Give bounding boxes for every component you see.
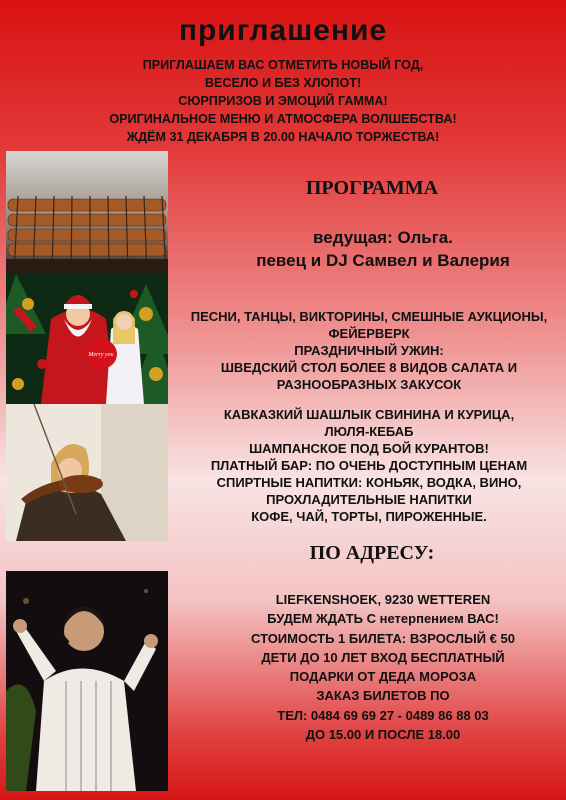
program-block-entertainment xyxy=(172,308,566,393)
address-line: LIEFKENSHOEK, 9230 WETTEREN xyxy=(275,592,491,607)
program-line: ПРОХЛАДИТЕЛЬНЫЕ НАПИТКИ xyxy=(266,492,472,507)
address-line: СТОИМОСТЬ 1 БИЛЕТА: ВЗРОСЛЫЙ € 50 xyxy=(251,630,515,646)
program-line: СПИРТНЫЕ НАПИТКИ: КОНЬЯК, ВОДКА, ВИНО, xyxy=(216,475,522,490)
program-line: ШВЕДСКИЙ СТОЛ БОЛЕЕ 8 ВИДОВ САЛАТА И xyxy=(220,360,518,375)
intro-line: ПРИГЛАШАЕМ ВАС ОТМЕТИТЬ НОВЫЙ ГОД, xyxy=(142,58,424,72)
intro-text xyxy=(0,56,566,146)
invitation-title: приглашение xyxy=(178,14,388,47)
address-line: ДЕТИ ДО 10 ЛЕТ ВХОД БЕСПЛАТНЫЙ xyxy=(261,649,505,665)
singer-photo xyxy=(6,571,168,791)
address-block xyxy=(200,590,566,744)
program-block-menu xyxy=(172,406,566,525)
intro-line: ЖДЁМ 31 ДЕКАБРЯ В 20.00 НАЧАЛО ТОРЖЕСТВА! xyxy=(126,130,440,144)
hosts-text xyxy=(200,226,566,272)
shashlik-grill-photo xyxy=(6,151,168,274)
address-heading: ПО АДРЕСУ: xyxy=(309,542,435,564)
program-line: ПЛАТНЫЙ БАР: ПО ОЧЕНЬ ДОСТУПНЫМ ЦЕНАМ xyxy=(210,458,528,473)
hosts-line: певец и DJ Самвел и Валерия xyxy=(256,251,510,270)
intro-line: СЮРПРИЗОВ И ЭМОЦИЙ ГАММА! xyxy=(178,94,388,108)
program-line: РАЗНООБРАЗНЫХ ЗАКУСОК xyxy=(276,377,462,392)
intro-line: ОРИГИНАЛЬНОЕ МЕНЮ И АТМОСФЕРА ВОЛШЕБСТВА! xyxy=(109,112,457,126)
violinist-photo xyxy=(6,404,168,541)
santa-and-snow-maiden-photo xyxy=(6,274,168,404)
program-line: ПЕСНИ, ТАНЦЫ, ВИКТОРИНЫ, СМЕШНЫЕ АУКЦИОНЫ, xyxy=(190,309,548,324)
program-line: ФЕЙЕРВЕРК xyxy=(328,326,410,341)
program-line: КОФЕ, ЧАЙ, ТОРТЫ, ПИРОЖЕННЫЕ. xyxy=(251,509,487,524)
address-line: ЗАКАЗ БИЛЕТОВ ПО xyxy=(316,688,450,704)
intro-line: ВЕСЕЛО И БЕЗ ХЛОПОТ! xyxy=(204,76,362,90)
hosts-line: ведущая: Ольга. xyxy=(313,228,453,247)
program-line: ШАМПАНСКОЕ ПОД БОЙ КУРАНТОВ! xyxy=(249,441,489,456)
program-line: ЛЮЛЯ-КЕБАБ xyxy=(324,424,414,439)
address-line: ПОДАРКИ ОТ ДЕДА МОРОЗА xyxy=(289,669,477,685)
program-heading: ПРОГРАММА xyxy=(305,177,439,199)
address-line: ДО 15.00 И ПОСЛЕ 18.00 xyxy=(305,727,461,743)
program-line: КАВКАЗКИЙ ШАШЛЫК СВИНИНА И КУРИЦА, xyxy=(223,407,515,422)
address-line: БУДЕМ ЖДАТЬ С нетерпением ВАС! xyxy=(267,611,499,627)
heart-caption: Merry you xyxy=(88,352,114,358)
program-line: ПРАЗДНИЧНЫЙ УЖИН: xyxy=(294,343,444,358)
phone-line: ТЕЛ: 0484 69 69 27 - 0489 86 88 03 xyxy=(277,707,489,723)
